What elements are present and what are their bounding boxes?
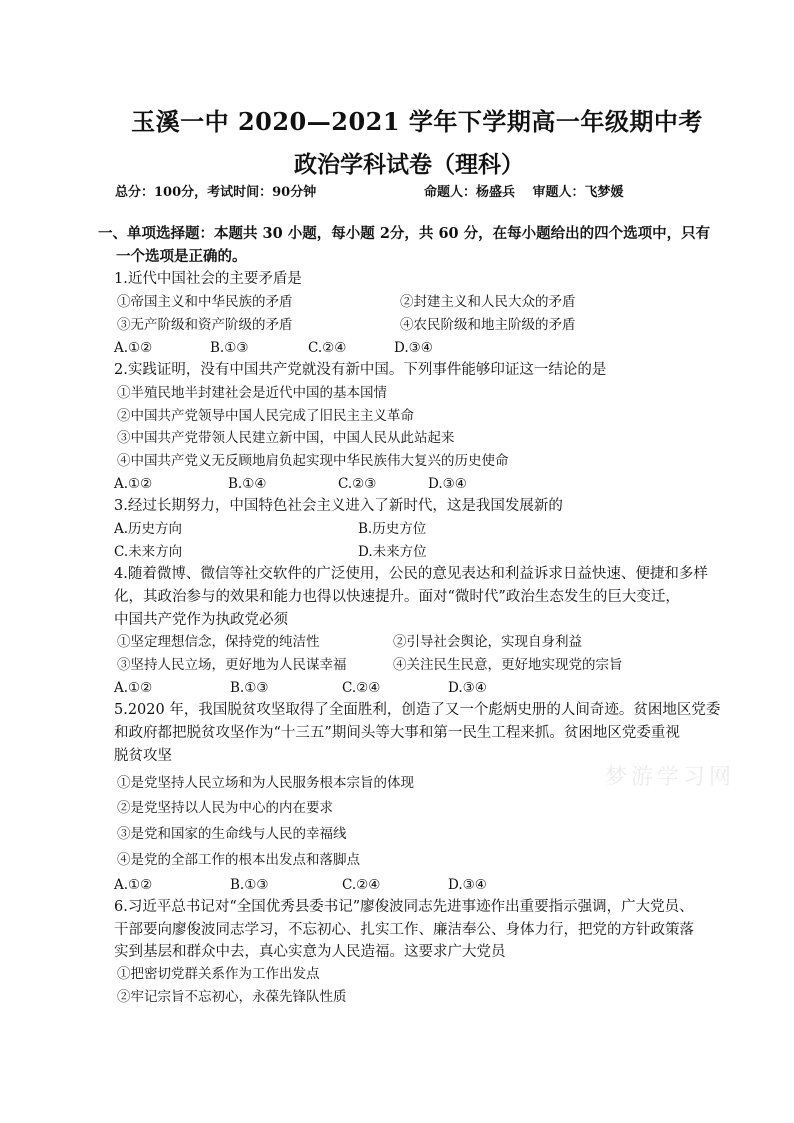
question-2-choice-a: A.①② (114, 476, 153, 492)
question-5-item-2: ②是党坚持以人民为中心的内在要求 (117, 800, 333, 816)
question-5-item-4: ④是党的全部工作的根本出发点和落脚点 (117, 852, 360, 868)
question-5-choice-a: A.①② (114, 877, 153, 893)
section-heading: 一、单项选择题：本题共 30 小题，每小题 2分，共 60 分，在每小题给出的四个选项中，只有 (98, 225, 711, 242)
question-3-choice-d: D.未来方位 (358, 544, 427, 560)
question-5-stem: 5.2020 年，我国脱贫攻坚取得了全面胜利，创造了又一个彪炳史册的人间奇迹。贫困地区党委 (114, 702, 721, 718)
question-1-choice-a: A.①② (114, 340, 153, 356)
score-time-info: 总分：100分，考试时间：90分钟 (115, 185, 317, 200)
question-6-stem-cont: 实到基层和群众中去，真心实意为人民造福。这要求广大党员 (114, 944, 506, 960)
question-5-item-3: ③是党和国家的生命线与人民的幸福线 (117, 826, 347, 842)
question-5-choice-b: B.①③ (230, 877, 269, 893)
question-5-item-1: ①是党坚持人民立场和为人民服务根本宗旨的体现 (117, 775, 414, 791)
question-1-item-2: ②封建主义和人民大众的矛盾 (400, 294, 576, 310)
question-1-stem: 1.近代中国社会的主要矛盾是 (114, 271, 302, 287)
question-1-choice-d: D.③④ (394, 340, 433, 356)
author-info: 命题人：杨盛兵 审题人：飞梦媛 (424, 185, 624, 200)
question-3-choice-a: A.历史方向 (114, 521, 183, 537)
question-5-choice-c: C.②④ (342, 877, 381, 893)
question-4-item-4: ④关注民生民意，更好地实现党的宗旨 (393, 657, 623, 673)
question-4-choice-a: A.①② (114, 680, 153, 696)
exam-subtitle: 政治学科试卷（理科） (294, 151, 524, 178)
watermark: 梦游学习网 (605, 765, 736, 790)
section-heading-cont: 一个选项是正确的。 (116, 248, 247, 265)
question-4-item-1: ①坚定理想信念，保持党的纯洁性 (117, 634, 320, 650)
question-2-choice-d: D.③④ (428, 476, 467, 492)
question-4-choice-b: B.①③ (230, 680, 269, 696)
question-3-choice-b: B.历史方位 (358, 521, 427, 537)
question-2-item-2: ②中国共产党领导中国人民完成了旧民主主义革命 (117, 408, 414, 424)
question-2-stem: 2.实践证明，没有中国共产党就没有新中国。下列事件能够印证这一结论的是 (114, 362, 607, 378)
question-6-stem: 6.习近平总书记对“全国优秀县委书记”廖俊波同志先进事迹作出重要指示强调，广大党员、 (114, 899, 694, 915)
question-6-stem-cont: 干部要向廖俊波同志学习，不忘初心、扎实工作、廉洁奉公、身体力行，把党的方针政策落 (114, 922, 694, 938)
question-3-choice-c: C.未来方向 (114, 544, 183, 560)
exam-title: 玉溪一中 2020—2021 学年下学期高一年级期中考 (131, 107, 703, 136)
question-6-item-1: ①把密切党群关系作为工作出发点 (117, 966, 320, 982)
question-4-stem-cont: 中国共产党作为执政党必须 (114, 612, 288, 628)
question-3-stem: 3.经过长期努力，中国特色社会主义进入了新时代，这是我国发展新的 (114, 498, 563, 514)
question-5-stem-cont: 脱贫攻坚 (114, 748, 172, 764)
question-1-item-1: ①帝国主义和中华民族的矛盾 (117, 294, 293, 310)
question-4-item-3: ③坚持人民立场，更好地为人民谋幸福 (117, 657, 347, 673)
question-2-item-3: ③中国共产党带领人民建立新中国，中国人民从此站起来 (117, 430, 455, 446)
question-6-item-2: ②牢记宗旨不忘初心，永葆先锋队性质 (117, 989, 347, 1005)
question-1-item-4: ④农民阶级和地主阶级的矛盾 (400, 317, 576, 333)
question-5-stem-cont: 和政府都把脱贫攻坚作为“十三五”期间头等大事和第一民生工程来抓。贫困地区党委重视 (114, 725, 680, 741)
question-2-choice-c: C.②③ (338, 476, 377, 492)
question-4-choice-d: D.③④ (448, 680, 487, 696)
question-4-stem: 4.随着微博、微信等社交软件的广泛使用，公民的意见表达和利益诉求日益快速、便捷和多样 (114, 566, 708, 582)
question-2-item-1: ①半殖民地半封建社会是近代中国的基本国情 (117, 385, 387, 401)
question-2-choice-b: B.①④ (228, 476, 267, 492)
question-4-item-2: ②引导社会舆论，实现自身利益 (393, 634, 582, 650)
question-2-item-4: ④中国共产党义无反顾地肩负起实现中华民族伟大复兴的历史使命 (117, 453, 509, 469)
question-5-choice-d: D.③④ (448, 877, 487, 893)
question-1-choice-b: B.①③ (210, 340, 249, 356)
question-4-stem-cont: 化，其政治参与的效果和能力也得以快速提升。面对“微时代”政治生态发生的巨大变迁， (114, 589, 680, 605)
question-4-choice-c: C.②④ (342, 680, 381, 696)
question-1-item-3: ③无产阶级和资产阶级的矛盾 (117, 317, 293, 333)
question-1-choice-c: C.②④ (308, 340, 347, 356)
